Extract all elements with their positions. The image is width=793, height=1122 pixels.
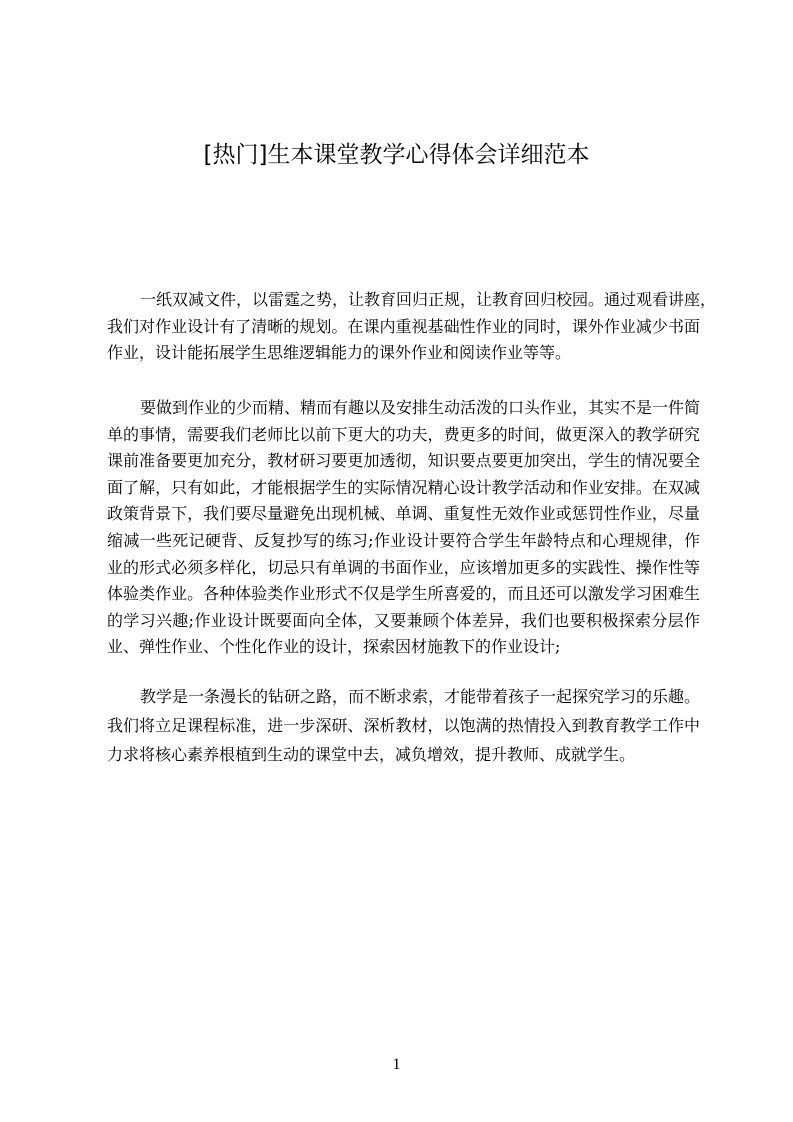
document-title: [热门]生本课堂教学心得体会详细范本 (203, 142, 590, 168)
paragraph-line: 我们将立足课程标准，进一步深研、深析教材，以饱满的热情投入到教育教学工作中 (107, 716, 700, 735)
paragraph-line: 政策背景下，我们要尽量避免出现机械、单调、重复性无效作业或惩罚性作业，尽量 (107, 504, 700, 524)
paragraph-line: 要做到作业的少而精、精而有趣以及安排生动活泼的口头作业，其实不是一件简 (140, 398, 701, 417)
paragraph-line: 我们对作业设计有了清晰的规划。在课内重视基础性作业的同时，课外作业减少书面 (107, 316, 700, 336)
paragraph-2 (107, 395, 700, 661)
paragraph-line: 体验类作业。各种体验类作业形式不仅是学生所喜爱的，而且还可以激发学习困难生 (107, 584, 700, 604)
paragraph-line: 业的形式必须多样化，切忌只有单调的书面作业，应该增加更多的实践性、操作性等 (107, 557, 700, 577)
paragraph-line: 作业，设计能拓展学生思维逻辑能力的课外作业和阅读作业等等。 (107, 343, 572, 362)
paragraph-1 (107, 287, 717, 367)
paragraph-line: 面了解，只有如此，才能根据学生的实际情况精心设计教学活动和作业安排。在双减 (107, 477, 700, 497)
paragraph-line: 单的事情，需要我们老师比以前下更大的功夫，费更多的时间，做更深入的教学研究 (107, 424, 700, 444)
paragraph-line: 课前准备要更加充分，教材研习要更加透彻，知识要点要更加突出，学生的情况要全 (107, 451, 700, 471)
paragraph-line: 业、弹性作业、个性化作业的设计，探索因材施教下的作业设计; (107, 637, 561, 657)
paragraph-line: 教学是一条漫长的钻研之路，而不断求索，才能带着孩子一起探究学习的乐趣。 (140, 687, 701, 706)
page-number: 1 (392, 1056, 401, 1073)
paragraph-line: 缩减一些死记硬背、反复抄写的练习;作业设计要符合学生年龄特点和心理规律，作 (107, 530, 700, 550)
paragraph-line: 一纸双减文件，以雷霆之势，让教育回归正规，让教育回归校园。通过观看讲座， (140, 290, 717, 309)
paragraph-3 (107, 682, 700, 769)
paragraph-line: 的学习兴趣;作业设计既要面向全体，又要兼顾个体差异，我们也要积极探索分层作 (107, 610, 700, 630)
paragraph-line: 力求将核心素养根植到生动的课堂中去，减负增效，提升教师、成就学生。 (107, 745, 636, 764)
